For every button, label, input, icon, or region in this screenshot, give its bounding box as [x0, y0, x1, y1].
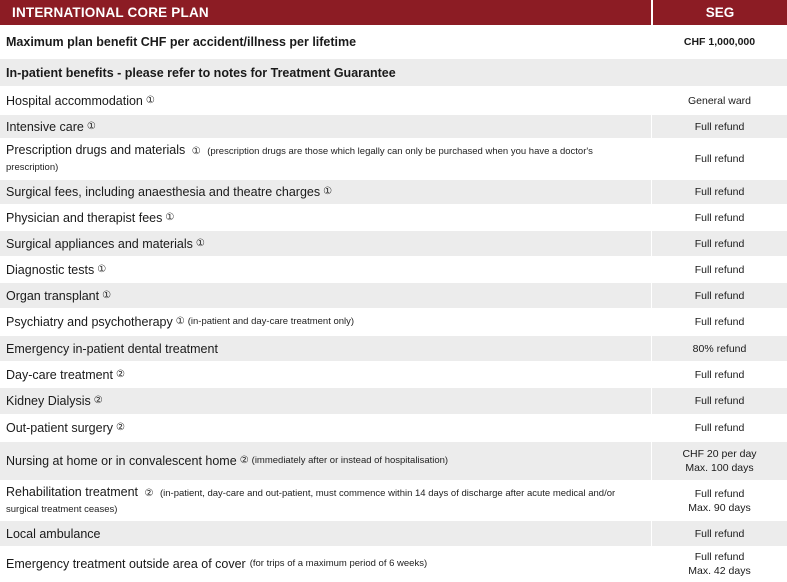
row-label: Intensive care ①	[6, 119, 96, 134]
table-row	[0, 283, 787, 309]
row-label: Psychiatry and psychotherapy ① (in-patient and day-care treatment only)	[6, 315, 355, 329]
table-row	[0, 362, 787, 388]
row-label: Surgical fees, including anaesthesia and theatre charges ①	[6, 185, 333, 199]
table-row	[0, 388, 787, 415]
table-row	[0, 26, 787, 59]
table-row	[0, 205, 787, 231]
note-marker: ①	[195, 237, 205, 249]
row-value: General ward	[651, 87, 787, 114]
table-row	[0, 481, 787, 521]
note-marker: ①	[102, 289, 112, 301]
row-label: Prescription drugs and materials ① (prescription drugs are those which legally can only be purchased when you have a doctor's prescription)	[6, 143, 593, 173]
note-marker: ②	[144, 487, 154, 499]
note-marker: ①	[86, 120, 96, 132]
row-value: Full refund	[651, 388, 787, 414]
row-label: Emergency in-patient dental treatment	[6, 341, 218, 356]
note-marker: ①	[191, 146, 201, 157]
table-row	[0, 442, 787, 481]
row-label: Out-patient surgery ②	[6, 421, 125, 435]
row-value: Full refund Max. 90 days	[651, 481, 787, 520]
row-value: Full refund	[651, 283, 787, 308]
note-marker: ①	[323, 186, 333, 197]
row-value: Full refund	[651, 231, 787, 256]
section-row	[0, 59, 787, 87]
row-note: (in-patient and day-care treatment only)	[187, 316, 355, 327]
note-marker: ①	[97, 263, 107, 275]
row-note: (for trips of a maximum period of 6 weeks)	[249, 557, 428, 569]
table-row	[0, 231, 787, 257]
table-row	[0, 139, 787, 180]
table-row	[0, 257, 787, 283]
note-marker: ②	[115, 368, 125, 380]
table-row	[0, 547, 787, 581]
row-value: Full refund	[651, 309, 787, 335]
row-value: Full refund	[651, 415, 787, 441]
row-note: (immediately after or instead of hospitalisation)	[251, 455, 449, 466]
column-title: SEG	[651, 0, 787, 25]
row-label: Surgical appliances and materials ①	[6, 236, 205, 251]
table-row	[0, 415, 787, 442]
row-value: Full refund	[651, 257, 787, 282]
row-note: (in-patient, day-care and out-patient, must commence within 14 days of discharge after acute medical and/or surgical treatment ceases)	[6, 487, 616, 515]
section-label: In-patient benefits - please refer to notes for Treatment Guarantee	[6, 65, 396, 80]
row-label: Organ transplant ①	[6, 288, 112, 303]
row-label: Nursing at home or in convalescent home ② (immediately after or instead of hospitalisation)	[6, 454, 449, 468]
note-marker: ①	[175, 316, 185, 327]
row-value: Full refund	[651, 139, 787, 179]
row-value: 80% refund	[651, 336, 787, 361]
row-label: Diagnostic tests ①	[6, 262, 107, 277]
row-label: Physician and therapist fees ①	[6, 210, 175, 225]
row-value: Full refund	[651, 180, 787, 204]
row-label: Emergency treatment outside area of cover (for trips of a maximum period of 6 weeks)	[6, 556, 428, 571]
row-value: Full refund	[651, 205, 787, 230]
note-marker: ①	[145, 94, 155, 106]
table-row	[0, 115, 787, 139]
note-marker: ①	[165, 211, 175, 223]
row-label: Kidney Dialysis ②	[6, 394, 103, 408]
note-marker: ②	[93, 395, 103, 406]
table-row	[0, 309, 787, 336]
row-label: Hospital accommodation ①	[6, 93, 155, 108]
row-label: Maximum plan benefit CHF per accident/illness per lifetime	[6, 35, 357, 49]
row-value: Full refund Max. 42 days	[651, 547, 787, 580]
plan-title: INTERNATIONAL CORE PLAN	[12, 4, 209, 20]
row-value: CHF 1,000,000	[651, 26, 787, 58]
row-label: Day-care treatment ②	[6, 367, 125, 382]
table-header	[0, 0, 787, 26]
row-value: CHF 20 per day Max. 100 days	[651, 442, 787, 480]
note-marker: ②	[116, 422, 125, 433]
row-value: Full refund	[651, 362, 787, 387]
table-row	[0, 336, 787, 362]
row-label: Local ambulance	[6, 526, 101, 541]
table-row	[0, 87, 787, 115]
row-value: Full refund	[651, 115, 787, 138]
table-row	[0, 521, 787, 547]
row-label: Rehabilitation treatment ② (in-patient, day-care and out-patient, must commence within 14 days of discharge after acute medical and/or surgical treatment ceases)	[6, 484, 616, 515]
note-marker: ②	[239, 455, 249, 466]
table-row	[0, 180, 787, 205]
row-note: (prescription drugs are those which legally can only be purchased when you have a doctor's prescription)	[6, 146, 593, 173]
row-value: Full refund	[651, 521, 787, 546]
